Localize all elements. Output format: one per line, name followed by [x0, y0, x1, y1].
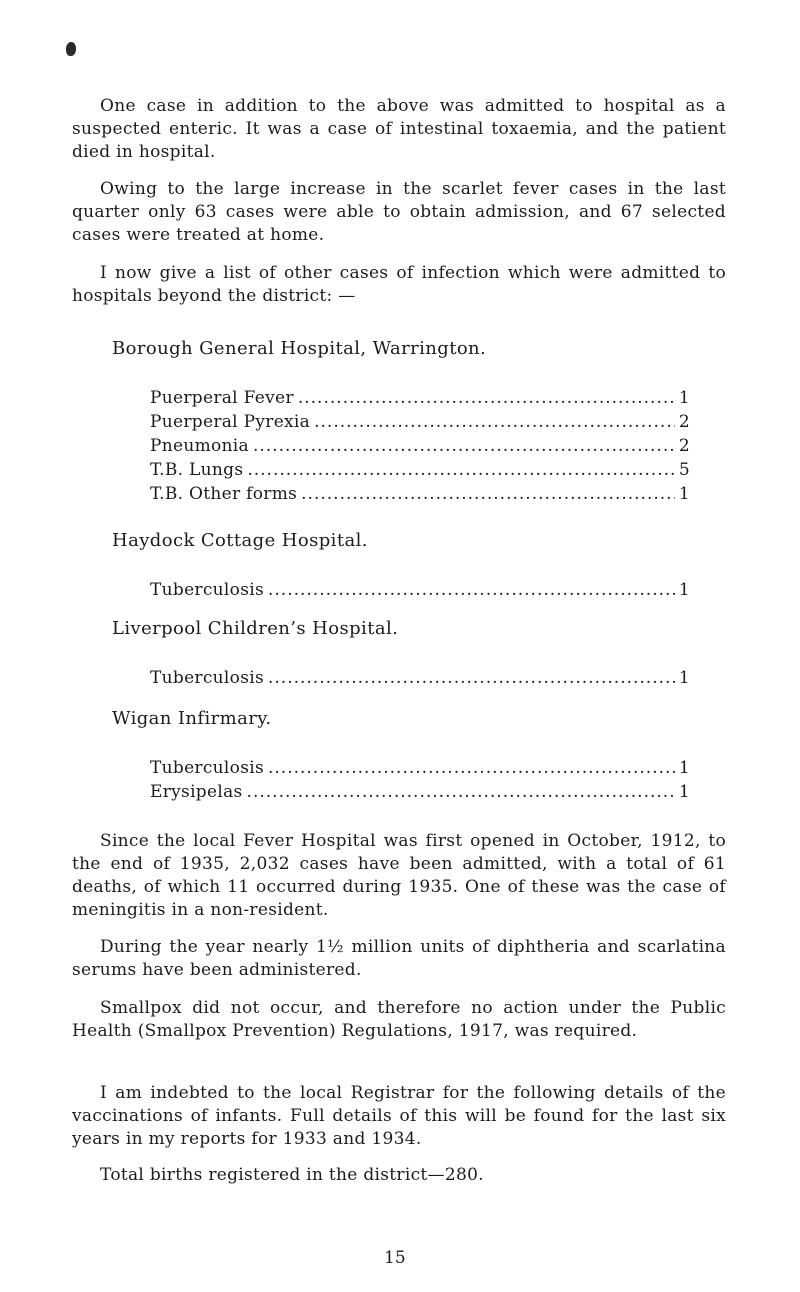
case-label: Puerperal Pyrexia — [150, 412, 311, 432]
case-count: 1 — [678, 668, 690, 688]
leader-dots — [247, 460, 675, 480]
hospital-heading-wigan: Wigan Infirmary. — [112, 708, 272, 729]
case-count: 1 — [678, 484, 690, 504]
case-label: Pneumonia — [150, 436, 249, 456]
leader-dots — [253, 436, 675, 456]
paragraph-serums: During the year nearly 1½ million units of diphtheria and scarlatina serums have been administered. — [72, 937, 726, 980]
paragraph-vaccinations: I am indebted to the local Registrar for the following details of the vaccinations of infants. Full details of this will be found for the last six years in my reports for 1933 and 1934. — [72, 1083, 726, 1149]
paragraph-enteric-case: One case in addition to the above was admitted to hospital as a suspected enteric. It was a case of intestinal toxaemia, and the patient died in hospital. — [72, 96, 726, 162]
case-row — [150, 484, 690, 506]
case-label: T.B. Other forms — [150, 484, 298, 504]
leader-dots — [268, 758, 675, 778]
case-row — [150, 460, 690, 482]
case-row — [150, 668, 690, 690]
case-count: 1 — [678, 388, 690, 408]
paragraph-fever-hospital-history: Since the local Fever Hospital was first opened in October, 1912, to the end of 1935, 2,032 cases have been admitted, with a total of 61 deaths, of which 11 occurred during 1935. One of these was the case of meningitis in a non-resident. — [72, 831, 726, 920]
leader-dots — [268, 668, 675, 688]
case-label: T.B. Lungs — [150, 460, 244, 480]
case-row — [150, 436, 690, 458]
case-count: 5 — [678, 460, 690, 480]
leader-dots — [314, 412, 675, 432]
case-count: 2 — [678, 412, 690, 432]
ink-blot-mark — [66, 42, 76, 56]
leader-dots — [301, 484, 675, 504]
case-row — [150, 412, 690, 434]
case-label: Tuberculosis — [150, 668, 264, 688]
hospital-heading-haydock: Haydock Cottage Hospital. — [112, 530, 368, 551]
case-row — [150, 580, 690, 602]
case-count: 2 — [678, 436, 690, 456]
case-row — [150, 388, 690, 410]
leader-dots — [247, 782, 675, 802]
case-label: Erysipelas — [150, 782, 243, 802]
case-count: 1 — [678, 758, 690, 778]
case-count: 1 — [678, 580, 690, 600]
page-number: 15 — [384, 1248, 406, 1268]
case-label: Tuberculosis — [150, 580, 264, 600]
leader-dots — [298, 388, 675, 408]
paragraph-smallpox: Smallpox did not occur, and therefore no action under the Public Health (Smallpox Prevention) Regulations, 1917, was required. — [72, 998, 726, 1041]
paragraph-total-births: Total births registered in the district—280. — [100, 1165, 484, 1185]
hospital-heading-warrington: Borough General Hospital, Warrington. — [112, 338, 487, 359]
case-label: Tuberculosis — [150, 758, 264, 778]
leader-dots — [268, 580, 675, 600]
case-row — [150, 782, 690, 804]
paragraph-scarlet-fever: Owing to the large increase in the scarlet fever cases in the last quarter only 63 cases were able to obtain admission, and 67 selected cases were treated at home. — [72, 179, 726, 245]
case-count: 1 — [678, 782, 690, 802]
case-row — [150, 758, 690, 780]
hospital-heading-liverpool: Liverpool Children’s Hospital. — [112, 618, 399, 639]
paragraph-infection-list-intro: I now give a list of other cases of infection which were admitted to hospitals beyond the district: — — [72, 263, 726, 306]
case-label: Puerperal Fever — [150, 388, 294, 408]
